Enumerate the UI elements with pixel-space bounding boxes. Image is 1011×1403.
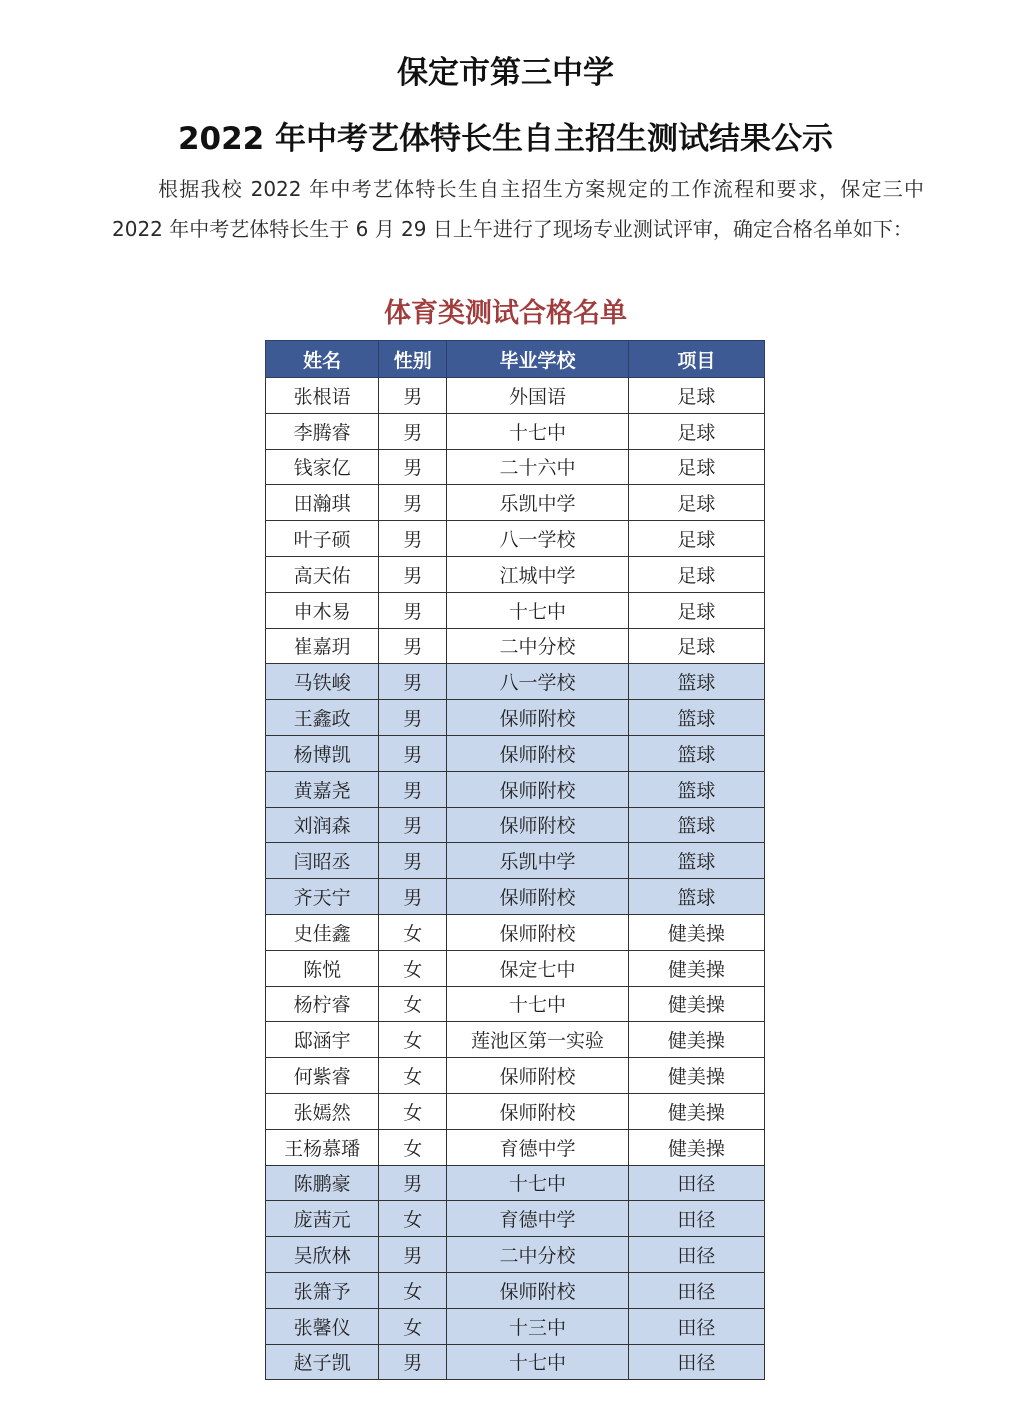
table-row bbox=[266, 1058, 765, 1094]
cell-sport: 足球 bbox=[628, 592, 764, 628]
cell-school: 十七中 bbox=[447, 1344, 628, 1380]
cell-sport: 足球 bbox=[628, 449, 764, 485]
table-body bbox=[266, 378, 765, 1380]
cell-school: 十七中 bbox=[447, 413, 628, 449]
cell-sex: 女 bbox=[379, 914, 447, 950]
cell-sport: 田径 bbox=[628, 1272, 764, 1308]
cell-school: 八一学校 bbox=[447, 664, 628, 700]
column-header-name: 姓名 bbox=[266, 341, 379, 378]
cell-school: 保师附校 bbox=[447, 735, 628, 771]
cell-sex: 男 bbox=[379, 628, 447, 664]
table-row bbox=[266, 449, 765, 485]
cell-sport: 足球 bbox=[628, 413, 764, 449]
table-row bbox=[266, 771, 765, 807]
cell-sex: 女 bbox=[379, 986, 447, 1022]
cell-name: 王杨慕璠 bbox=[266, 1129, 379, 1165]
cell-name: 李腾睿 bbox=[266, 413, 379, 449]
cell-sport: 足球 bbox=[628, 556, 764, 592]
cell-school: 乐凯中学 bbox=[447, 485, 628, 521]
table-title: 体育类测试合格名单 bbox=[384, 298, 627, 329]
table-row bbox=[266, 592, 765, 628]
cell-name: 田瀚琪 bbox=[266, 485, 379, 521]
cell-school: 保师附校 bbox=[447, 914, 628, 950]
cell-school: 二中分校 bbox=[447, 1237, 628, 1273]
cell-sex: 男 bbox=[379, 843, 447, 879]
cell-school: 保师附校 bbox=[447, 1058, 628, 1094]
cell-school: 保定七中 bbox=[447, 950, 628, 986]
cell-school: 二中分校 bbox=[447, 628, 628, 664]
cell-sport: 健美操 bbox=[628, 914, 764, 950]
cell-sex: 男 bbox=[379, 1165, 447, 1201]
cell-school: 保师附校 bbox=[447, 807, 628, 843]
cell-sport: 篮球 bbox=[628, 843, 764, 879]
table-row bbox=[266, 485, 765, 521]
cell-name: 钱家亿 bbox=[266, 449, 379, 485]
cell-name: 庞茜元 bbox=[266, 1201, 379, 1237]
cell-sex: 男 bbox=[379, 413, 447, 449]
cell-school: 保师附校 bbox=[447, 1093, 628, 1129]
cell-school: 保师附校 bbox=[447, 700, 628, 736]
cell-name: 黄嘉尧 bbox=[266, 771, 379, 807]
table-row bbox=[266, 556, 765, 592]
cell-sport: 篮球 bbox=[628, 664, 764, 700]
cell-name: 王鑫政 bbox=[266, 700, 379, 736]
intro-paragraph: 根据我校 2022 年中考艺体特长生自主招生方案规定的工作流程和要求，保定三中 2022 年中考艺体特长生于 6 月 29 日上午进行了现场专业测试评审，确定合格名单如下： bbox=[112, 177, 924, 241]
table-row bbox=[266, 1093, 765, 1129]
cell-sex: 女 bbox=[379, 1201, 447, 1237]
cell-sex: 男 bbox=[379, 700, 447, 736]
table-row bbox=[266, 914, 765, 950]
cell-sex: 男 bbox=[379, 592, 447, 628]
table-row bbox=[266, 879, 765, 915]
table-row bbox=[266, 700, 765, 736]
cell-sex: 男 bbox=[379, 449, 447, 485]
cell-name: 张根语 bbox=[266, 378, 379, 414]
notice-title: 2022 年中考艺体特长生自主招生测试结果公示 bbox=[177, 121, 834, 157]
cell-sport: 田径 bbox=[628, 1201, 764, 1237]
cell-sport: 篮球 bbox=[628, 735, 764, 771]
cell-sex: 女 bbox=[379, 1022, 447, 1058]
cell-name: 申木易 bbox=[266, 592, 379, 628]
cell-name: 张馨仪 bbox=[266, 1308, 379, 1344]
cell-name: 叶子硕 bbox=[266, 521, 379, 557]
cell-sport: 篮球 bbox=[628, 807, 764, 843]
cell-sex: 女 bbox=[379, 1308, 447, 1344]
cell-name: 闫昭丞 bbox=[266, 843, 379, 879]
cell-school: 十七中 bbox=[447, 592, 628, 628]
cell-sex: 男 bbox=[379, 735, 447, 771]
table-row bbox=[266, 628, 765, 664]
table-row bbox=[266, 1272, 765, 1308]
table-row bbox=[266, 1129, 765, 1165]
cell-sex: 女 bbox=[379, 1093, 447, 1129]
cell-school: 保师附校 bbox=[447, 771, 628, 807]
cell-sport: 健美操 bbox=[628, 986, 764, 1022]
cell-school: 八一学校 bbox=[447, 521, 628, 557]
cell-sport: 足球 bbox=[628, 378, 764, 414]
cell-sport: 田径 bbox=[628, 1237, 764, 1273]
cell-school: 育德中学 bbox=[447, 1129, 628, 1165]
cell-school: 保师附校 bbox=[447, 1272, 628, 1308]
cell-sex: 女 bbox=[379, 1058, 447, 1094]
cell-sport: 田径 bbox=[628, 1165, 764, 1201]
cell-school: 莲池区第一实验 bbox=[447, 1022, 628, 1058]
cell-name: 邸涵宇 bbox=[266, 1022, 379, 1058]
cell-sport: 健美操 bbox=[628, 1129, 764, 1165]
cell-sport: 健美操 bbox=[628, 950, 764, 986]
cell-sex: 男 bbox=[379, 807, 447, 843]
cell-sport: 健美操 bbox=[628, 1058, 764, 1094]
cell-school: 十七中 bbox=[447, 986, 628, 1022]
cell-name: 陈鹏豪 bbox=[266, 1165, 379, 1201]
table-row bbox=[266, 950, 765, 986]
cell-school: 二十六中 bbox=[447, 449, 628, 485]
cell-name: 吴欣林 bbox=[266, 1237, 379, 1273]
cell-name: 齐天宁 bbox=[266, 879, 379, 915]
cell-name: 赵子凯 bbox=[266, 1344, 379, 1380]
cell-sport: 健美操 bbox=[628, 1022, 764, 1058]
cell-name: 张箫予 bbox=[266, 1272, 379, 1308]
cell-name: 高天佑 bbox=[266, 556, 379, 592]
table-row bbox=[266, 1237, 765, 1273]
table-row bbox=[266, 843, 765, 879]
table-row bbox=[266, 521, 765, 557]
cell-school: 乐凯中学 bbox=[447, 843, 628, 879]
cell-sport: 足球 bbox=[628, 521, 764, 557]
table-row bbox=[266, 664, 765, 700]
cell-school: 十三中 bbox=[447, 1308, 628, 1344]
table-row bbox=[266, 413, 765, 449]
cell-sex: 男 bbox=[379, 879, 447, 915]
cell-sport: 田径 bbox=[628, 1344, 764, 1380]
cell-sport: 篮球 bbox=[628, 879, 764, 915]
column-header-sex: 性别 bbox=[379, 341, 447, 378]
cell-sex: 男 bbox=[379, 556, 447, 592]
cell-sex: 女 bbox=[379, 1272, 447, 1308]
cell-sport: 健美操 bbox=[628, 1093, 764, 1129]
table-header-row bbox=[266, 341, 765, 378]
cell-sex: 男 bbox=[379, 771, 447, 807]
cell-sex: 男 bbox=[379, 521, 447, 557]
table-row bbox=[266, 1022, 765, 1058]
cell-name: 马铁峻 bbox=[266, 664, 379, 700]
table-row bbox=[266, 735, 765, 771]
cell-school: 外国语 bbox=[447, 378, 628, 414]
cell-sport: 篮球 bbox=[628, 700, 764, 736]
cell-name: 陈悦 bbox=[266, 950, 379, 986]
cell-sex: 女 bbox=[379, 950, 447, 986]
cell-name: 崔嘉玥 bbox=[266, 628, 379, 664]
cell-school: 江城中学 bbox=[447, 556, 628, 592]
cell-name: 杨柠睿 bbox=[266, 986, 379, 1022]
table-row bbox=[266, 986, 765, 1022]
cell-sport: 田径 bbox=[628, 1308, 764, 1344]
cell-sex: 男 bbox=[379, 485, 447, 521]
cell-school: 保师附校 bbox=[447, 879, 628, 915]
cell-sex: 男 bbox=[379, 664, 447, 700]
cell-sport: 足球 bbox=[628, 628, 764, 664]
table-row bbox=[266, 1201, 765, 1237]
cell-name: 刘润森 bbox=[266, 807, 379, 843]
table-row bbox=[266, 378, 765, 414]
school-title: 保定市第三中学 bbox=[397, 55, 614, 91]
cell-sex: 男 bbox=[379, 1237, 447, 1273]
cell-school: 育德中学 bbox=[447, 1201, 628, 1237]
cell-sex: 女 bbox=[379, 1129, 447, 1165]
cell-school: 十七中 bbox=[447, 1165, 628, 1201]
cell-sex: 男 bbox=[379, 378, 447, 414]
qualified-list-table bbox=[265, 340, 765, 1380]
cell-name: 史佳鑫 bbox=[266, 914, 379, 950]
cell-name: 张嫣然 bbox=[266, 1093, 379, 1129]
cell-sport: 足球 bbox=[628, 485, 764, 521]
cell-sex: 男 bbox=[379, 1344, 447, 1380]
table-row bbox=[266, 1308, 765, 1344]
table-row bbox=[266, 1344, 765, 1380]
cell-name: 杨博凯 bbox=[266, 735, 379, 771]
cell-sport: 篮球 bbox=[628, 771, 764, 807]
table-row bbox=[266, 1165, 765, 1201]
column-header-sport: 项目 bbox=[628, 341, 764, 378]
table-row bbox=[266, 807, 765, 843]
column-header-school: 毕业学校 bbox=[447, 341, 628, 378]
cell-name: 何紫睿 bbox=[266, 1058, 379, 1094]
